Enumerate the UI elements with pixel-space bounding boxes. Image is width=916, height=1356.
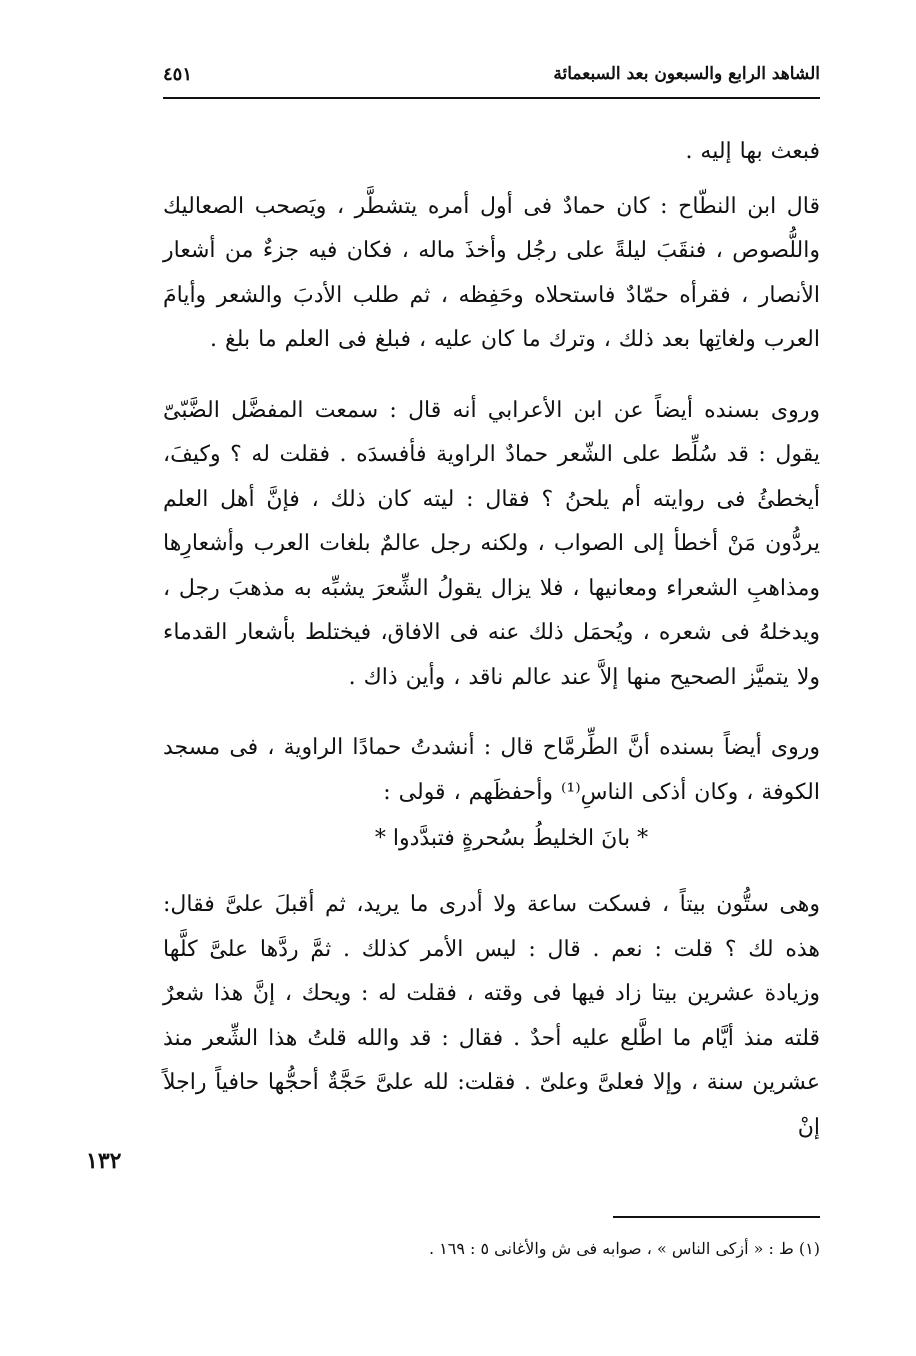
paragraph-1: فبعث بها إليه . (685, 139, 820, 164)
paragraph-5: وهى ستُّون بيتاً ، فسكت ساعة ولا أدرى ما يريد، ثم أقبلَ علىَّ فقال: هذه لك ؟ قلت : نعم . قال : ليس الأمر كذلك . ثمَّ ردَّها علىَّ كلَّها وزيادة عشرين بيتا زاد فيها فى وقته ، فقلت له : ويحك ، إنَّ هذا شعرٌ قلته منذ أيَّام ما اطَّلع عليه أحدٌ . فقال : قد والله قلتُ هذا الشِّعر منذ عشرين سنة ، وإلا فعلىَّ وعلىّ . فقلت: لله علىَّ حَجَّةٌ أحجُّها حافياً راجلاً إنْ (163, 892, 820, 1140)
header-page-number: ٤٥١ (163, 64, 193, 85)
paragraph-3: وروى بسنده أيضاً عن ابن الأعرابي أنه قال : سمعت المفضَّل الضَّبّىّ يقول : قد سُلِّط على الشّعر حمادٌ الراوية فأفسدَه . فقلت له ؟ وكيفَ، أيخطئُ فى روايته أم يلحنُ ؟ فقال : ليته كان ذلك ، فإنَّ أهل العلم يردُّون مَنْ أخطأ إلى الصواب ، ولكنه رجل عالمٌ بلغات العرب وأشعارِها ومذاهبِ الشعراء ومعانيها ، فلا يزال يقولُ الشِّعرَ يشبِّه به مذهبَ رجل ، ويدخلهُ فى شعره ، ويُحمَل ذلك عنه فى الافاق، فيختلط بأشعار القدماء ولا يتميَّز الصحيح منها إلاَّ عند عالم ناقد ، وأين ذاك . (163, 397, 821, 690)
header-rule (163, 97, 820, 99)
paragraph-2: قال ابن النطّاح : كان حمادٌ فى أول أمره يتشطَّر ، ويَصحب الصعاليك واللُّصوص ، فنقَبَ ليلةً على رجُل وأخذَ ماله ، فكان فيه جزءٌ من أشعار الأنصار ، فقرأه حمّادٌ فاستحلاه وحَفِظه ، ثم طلب الأدبَ والشعر وأيامَ العرب ولغاتِها بعد ذلك ، وترك ما كان عليه ، فبلغ فى العلم ما بلغ . (163, 193, 820, 352)
footnote: (١) ط : « أزكى الناس » ، صوابه فى ش والأغانى ٥ : ١٦٩ . (428, 1239, 820, 1258)
running-header (163, 60, 820, 96)
footnote-rule (613, 1216, 820, 1218)
body-text (163, 130, 820, 1150)
verse-line: * بانَ الخليطُ بسُحرةٍ فتبدَّدوا * (374, 826, 649, 851)
paragraph-4: وروى أيضاً بسنده أنَّ الطِّرمَّاح قال : أنشدتُ حمادًا الراوية ، فى مسجد الكوفة ، وكان أذكى الناسِ⁽¹⁾ وأحفظَهم ، قولى : (163, 735, 820, 805)
header-title: الشاهد الرابع والسبعون بعد السبعمائة (553, 64, 820, 84)
margin-page-number: ١٣٢ (86, 1148, 122, 1174)
